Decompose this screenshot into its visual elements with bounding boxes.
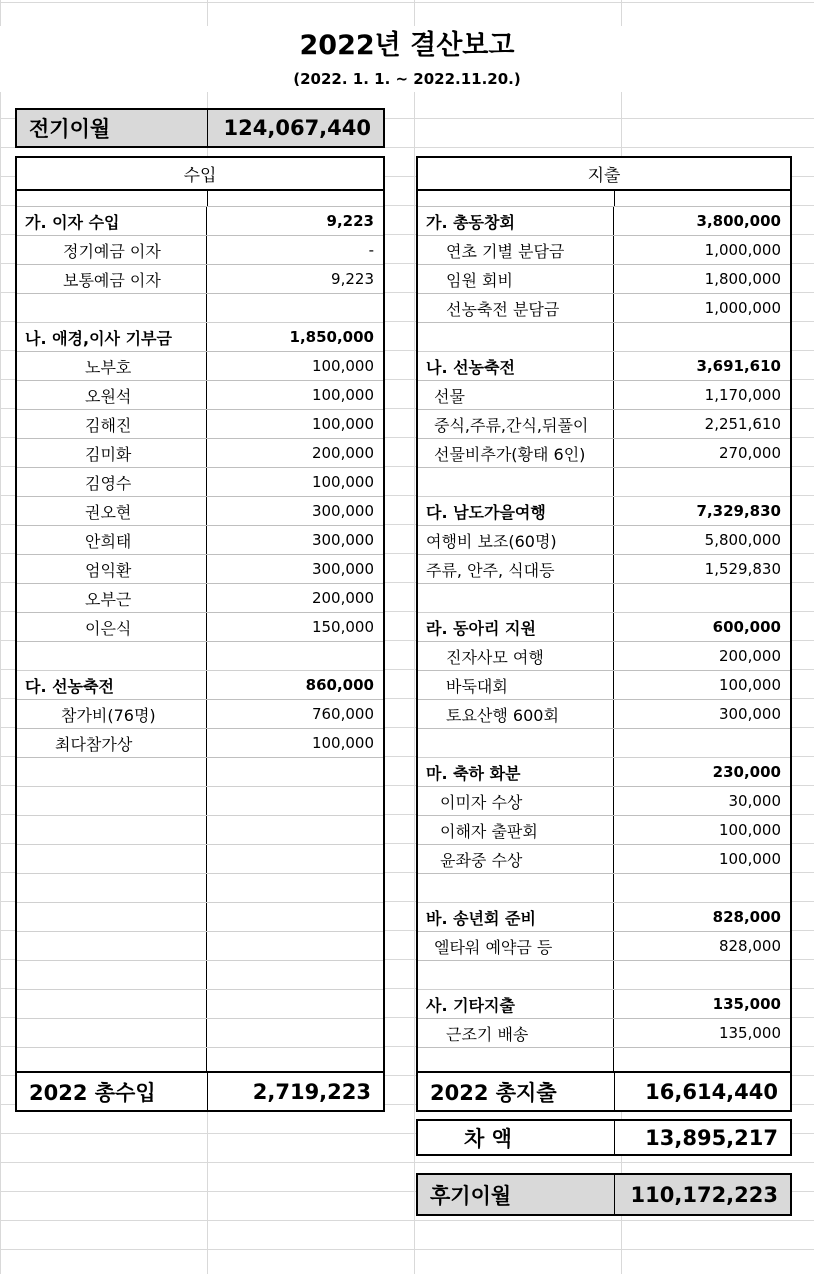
row-amount: 300,000 [311,502,374,520]
difference-value: 13,895,217 [645,1125,778,1150]
row-amount [207,642,383,670]
row-label [418,961,614,989]
row-label: 다. 선농축전 [17,671,207,699]
income-rows [17,207,383,1077]
table-row [418,439,790,468]
row-amount [207,294,383,322]
row-label [17,294,207,322]
row-label: 나. 애경,이사 기부금 [17,323,207,351]
category-row [418,758,790,787]
row-label: 권오현 [17,497,207,525]
row-label [17,758,207,786]
table-row [17,468,383,497]
row-amount: 100,000 [311,386,374,404]
row-amount: 3,800,000 [696,212,781,230]
row-amount [614,323,790,351]
row-amount: 200,000 [718,647,781,665]
blank-row [17,816,383,845]
row-amount: 100,000 [311,357,374,375]
carry-out-label: 후기이월 [418,1175,615,1214]
row-label: 정기예금 이자 [17,236,207,264]
row-label: 보통예금 이자 [17,265,207,293]
row-amount: 135,000 [718,1024,781,1042]
row-label: 김해진 [17,410,207,438]
row-label: 나. 선농축전 [418,352,614,380]
row-amount: 200,000 [311,589,374,607]
row-label: 김영수 [17,468,207,496]
row-label: 근조기 배송 [418,1019,614,1047]
table-row [418,787,790,816]
row-label [17,990,207,1018]
table-row [17,439,383,468]
row-amount [207,758,383,786]
row-amount [207,787,383,815]
row-label: 다. 남도가을여행 [418,497,614,525]
difference-box [416,1119,792,1156]
table-row [418,555,790,584]
row-label [418,584,614,612]
row-amount [207,845,383,873]
row-amount: 150,000 [311,618,374,636]
table-row [418,642,790,671]
difference-label: 차 액 [418,1121,615,1154]
row-label [17,932,207,960]
row-amount: 1,170,000 [704,386,781,404]
row-amount: 230,000 [712,763,781,781]
blank-row [17,961,383,990]
table-row [418,845,790,874]
row-label: 바둑대회 [418,671,614,699]
table-row [418,932,790,961]
row-amount: 9,223 [331,270,374,288]
category-row [418,990,790,1019]
carry-out-box [416,1173,792,1216]
carry-out-value: 110,172,223 [615,1175,790,1214]
table-row [17,526,383,555]
table-row [418,671,790,700]
category-row [418,613,790,642]
blank-row [17,642,383,671]
row-label: 이은식 [17,613,207,641]
row-label: 최다참가상 [17,729,207,757]
total-expense-value: 16,614,440 [645,1079,778,1104]
row-amount: 828,000 [718,937,781,955]
total-expense-label: 2022 총지출 [418,1073,615,1110]
row-label: 안희태 [17,526,207,554]
row-label [17,903,207,931]
row-amount [614,874,790,902]
report-period: (2022. 1. 1. ~ 2022.11.20.) [0,66,814,92]
row-amount [207,874,383,902]
row-label [17,874,207,902]
row-label: 토요산행 600회 [418,700,614,728]
carry-in-value: 124,067,440 [208,110,383,146]
row-label [418,468,614,496]
row-amount: 3,691,610 [696,357,781,375]
row-amount: 760,000 [311,705,374,723]
category-row [418,352,790,381]
row-label [17,845,207,873]
table-row [17,410,383,439]
row-label: 선농축전 분담금 [418,294,614,322]
row-amount: 300,000 [311,531,374,549]
table-row [17,584,383,613]
row-amount: 9,223 [326,212,374,230]
blank-row [17,758,383,787]
income-table [15,156,385,1073]
row-amount: 600,000 [712,618,781,636]
row-amount: 300,000 [718,705,781,723]
row-amount [207,1019,383,1047]
blank-row [17,932,383,961]
total-income-label: 2022 총수입 [17,1073,208,1110]
row-label: 바. 송년회 준비 [418,903,614,931]
row-label: 이미자 수상 [418,787,614,815]
table-row [418,294,790,323]
row-amount: 1,000,000 [704,241,781,259]
row-amount: 135,000 [712,995,781,1013]
row-label: 사. 기타지출 [418,990,614,1018]
table-row [17,700,383,729]
table-row [418,1019,790,1048]
table-row [418,816,790,845]
row-amount: 100,000 [311,415,374,433]
table-row [418,236,790,265]
row-label [17,816,207,844]
row-amount: 300,000 [311,560,374,578]
blank-row [17,990,383,1019]
category-row [418,903,790,932]
table-row [17,729,383,758]
row-amount: 100,000 [311,734,374,752]
row-amount: 1,529,830 [704,560,781,578]
row-label: 가. 이자 수입 [17,207,207,235]
row-amount [614,584,790,612]
row-amount: 2,251,610 [704,415,781,433]
row-label: 라. 동아리 지원 [418,613,614,641]
blank-row [17,845,383,874]
row-amount: 860,000 [305,676,374,694]
blank-row [418,874,790,903]
expense-rows [418,207,790,1077]
table-row [418,265,790,294]
row-label: 마. 축하 화분 [418,758,614,786]
row-label [418,729,614,757]
category-row [17,323,383,352]
table-row [17,497,383,526]
expense-spacer [418,191,790,207]
row-label: 오원석 [17,381,207,409]
row-amount: 30,000 [728,792,781,810]
row-label: 선물 [418,381,614,409]
row-amount: 200,000 [311,444,374,462]
row-label [418,874,614,902]
report-title: 2022년 결산보고 [0,26,814,66]
row-amount: 100,000 [718,821,781,839]
row-amount: 5,800,000 [704,531,781,549]
row-label: 이해자 출판회 [418,816,614,844]
row-amount [614,961,790,989]
row-label [17,787,207,815]
table-row [17,613,383,642]
row-amount [614,729,790,757]
blank-row [418,729,790,758]
blank-row [418,584,790,613]
table-row [17,381,383,410]
row-label: 김미화 [17,439,207,467]
blank-row [17,787,383,816]
row-amount [207,961,383,989]
expense-header: 지출 [418,158,790,191]
category-row [17,671,383,700]
row-label: 중식,주류,간식,뒤풀이 [418,410,614,438]
category-row [17,207,383,236]
row-amount [207,903,383,931]
row-label: 진자사모 여행 [418,642,614,670]
table-row [17,236,383,265]
carry-in-box [15,108,385,148]
table-row [418,410,790,439]
expense-table [416,156,792,1073]
category-row [418,497,790,526]
row-amount [207,816,383,844]
blank-row [418,468,790,497]
row-label [17,961,207,989]
row-amount: 828,000 [712,908,781,926]
row-label: 가. 총동창회 [418,207,614,235]
blank-row [418,323,790,352]
row-amount [614,468,790,496]
table-row [17,265,383,294]
row-label: 참가비(76명) [17,700,207,728]
row-label: 여행비 보조(60명) [418,526,614,554]
blank-row [17,1019,383,1048]
row-label: 윤좌중 수상 [418,845,614,873]
row-label [17,642,207,670]
row-label: 노부호 [17,352,207,380]
row-amount: 1,850,000 [289,328,374,346]
row-label [418,323,614,351]
blank-row [17,903,383,932]
table-row [418,381,790,410]
category-row [418,207,790,236]
carry-in-label: 전기이월 [17,110,208,146]
blank-row [17,294,383,323]
row-amount: 1,000,000 [704,299,781,317]
table-row [17,352,383,381]
total-income-box [15,1071,385,1112]
row-label: 엘타워 예약금 등 [418,932,614,960]
row-amount [207,990,383,1018]
income-spacer [17,191,383,207]
row-label: 엄익환 [17,555,207,583]
table-row [418,526,790,555]
total-income-value: 2,719,223 [252,1079,371,1104]
blank-row [17,874,383,903]
row-label: 주류, 안주, 식대등 [418,555,614,583]
row-amount: 100,000 [718,676,781,694]
row-label: 선물비추가(황태 6인) [418,439,614,467]
row-amount: 100,000 [311,473,374,491]
row-amount: 7,329,830 [696,502,781,520]
row-label [17,1019,207,1047]
row-amount: 270,000 [718,444,781,462]
row-label: 연초 기별 분담금 [418,236,614,264]
row-amount: 100,000 [718,850,781,868]
table-row [17,555,383,584]
income-header: 수입 [17,158,383,191]
row-label: 오부근 [17,584,207,612]
row-amount [207,932,383,960]
table-row [418,700,790,729]
row-amount: 1,800,000 [704,270,781,288]
blank-row [418,961,790,990]
total-expense-box [416,1071,792,1112]
row-label: 임원 회비 [418,265,614,293]
row-amount: - [368,241,374,259]
